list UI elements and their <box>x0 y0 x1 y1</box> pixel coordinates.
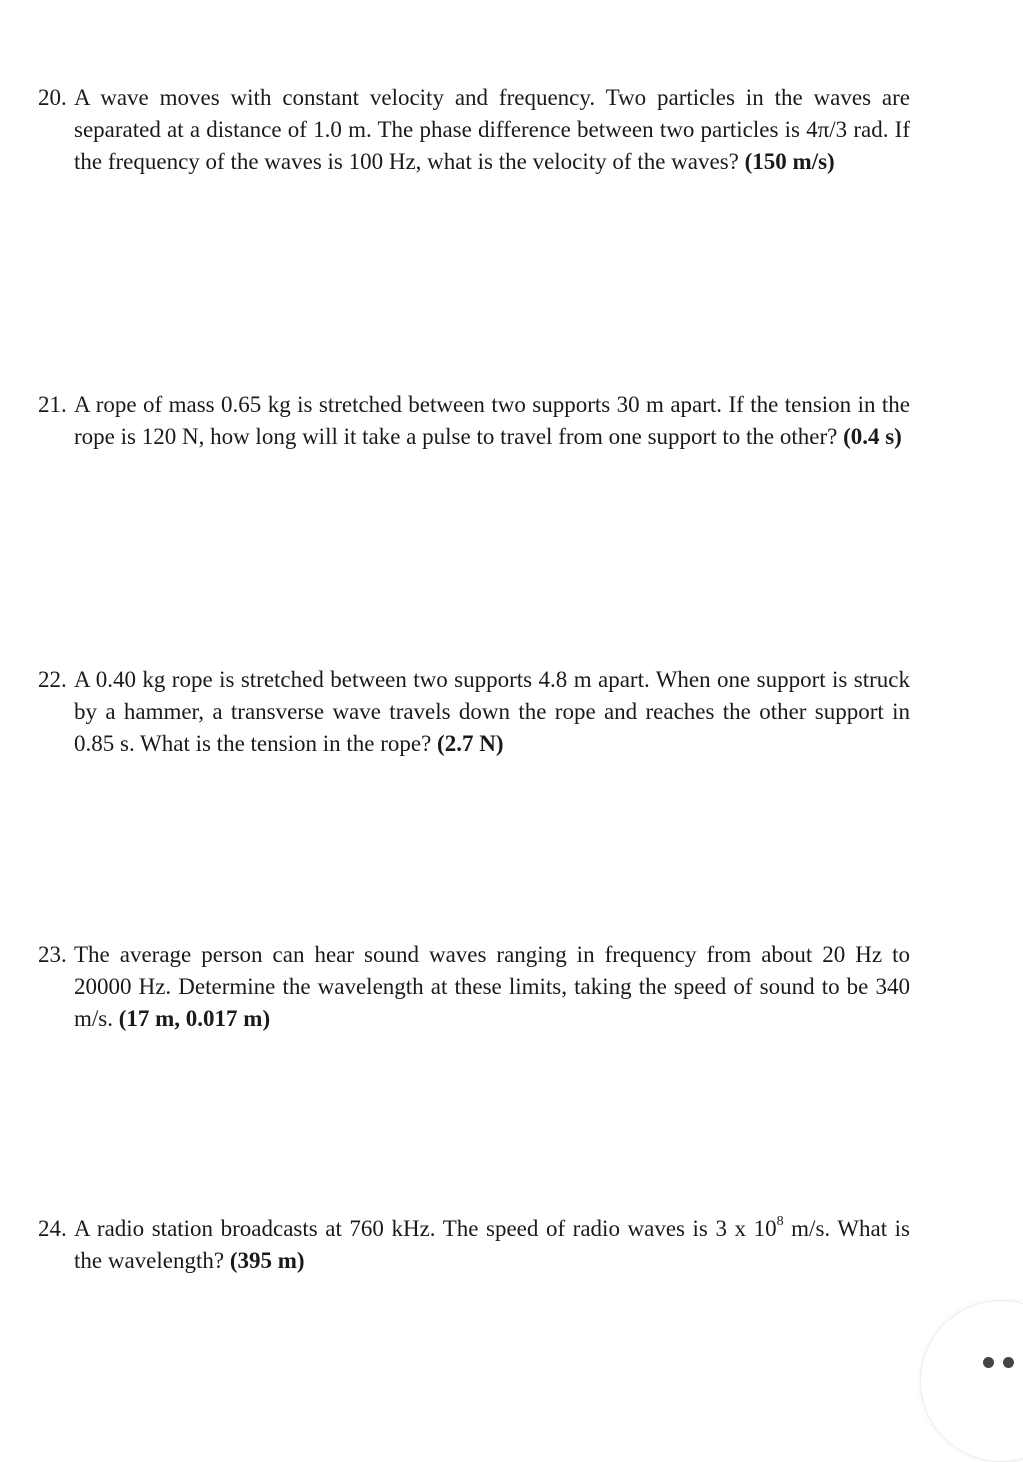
problem-number: 20. <box>38 85 67 110</box>
question-text: A wave moves with constant velocity and frequency. Two particles in the waves are separated at a distance of 1.0 m. The phase difference between two particles is 4π/3 rad. If the frequency of the waves is 100 Hz, what is the velocity of the waves? <box>74 85 910 174</box>
problem-24 <box>38 1213 910 1277</box>
problem-text <box>74 389 910 453</box>
answer-text: (2.7 N) <box>437 731 504 756</box>
problem-text <box>74 939 910 1035</box>
problem-23 <box>38 939 910 1035</box>
answer-text: (0.4 s) <box>843 424 902 449</box>
question-text-start: A radio station broadcasts at 760 kHz. The speed of radio waves is 3 x 10 <box>74 1216 777 1241</box>
problem-20 <box>38 82 910 178</box>
answer-text: (395 m) <box>229 1248 305 1273</box>
problem-number: 22. <box>38 667 67 692</box>
problem-22 <box>38 664 910 760</box>
problem-number: 23. <box>38 942 67 967</box>
problem-text <box>74 664 910 760</box>
problem-number: 21. <box>38 392 67 417</box>
question-text: A 0.40 kg rope is stretched between two supports 4.8 m apart. When one support is struck by a hammer, a transverse wave travels down the rope and reaches the other support in 0.85 s. What is the tension in the rope? <box>74 667 910 756</box>
question-text-end: m/s. What is the wavelength? <box>74 1216 911 1273</box>
problem-text <box>74 1213 910 1277</box>
exponent: 8 <box>776 1214 784 1230</box>
more-options-button[interactable] <box>920 1300 1023 1462</box>
answer-text: (150 m/s) <box>744 149 835 174</box>
problem-21 <box>38 389 910 453</box>
question-text: A rope of mass 0.65 kg is stretched between two supports 30 m apart. If the tension in the rope is 120 N, how long will it take a pulse to travel from one support to the other? <box>74 392 910 449</box>
question-text: The average person can hear sound waves ranging in frequency from about 20 Hz to 20000 Hz. Determine the wavelength at these limits, taking the speed of sound to be 340 m/s. <box>74 942 910 1031</box>
answer-text: (17 m, 0.017 m) <box>118 1006 271 1031</box>
problem-text <box>74 82 910 178</box>
problem-number: 24. <box>38 1216 67 1241</box>
more-options-icon-dot <box>1003 1357 1014 1368</box>
more-options-icon <box>983 1357 994 1368</box>
